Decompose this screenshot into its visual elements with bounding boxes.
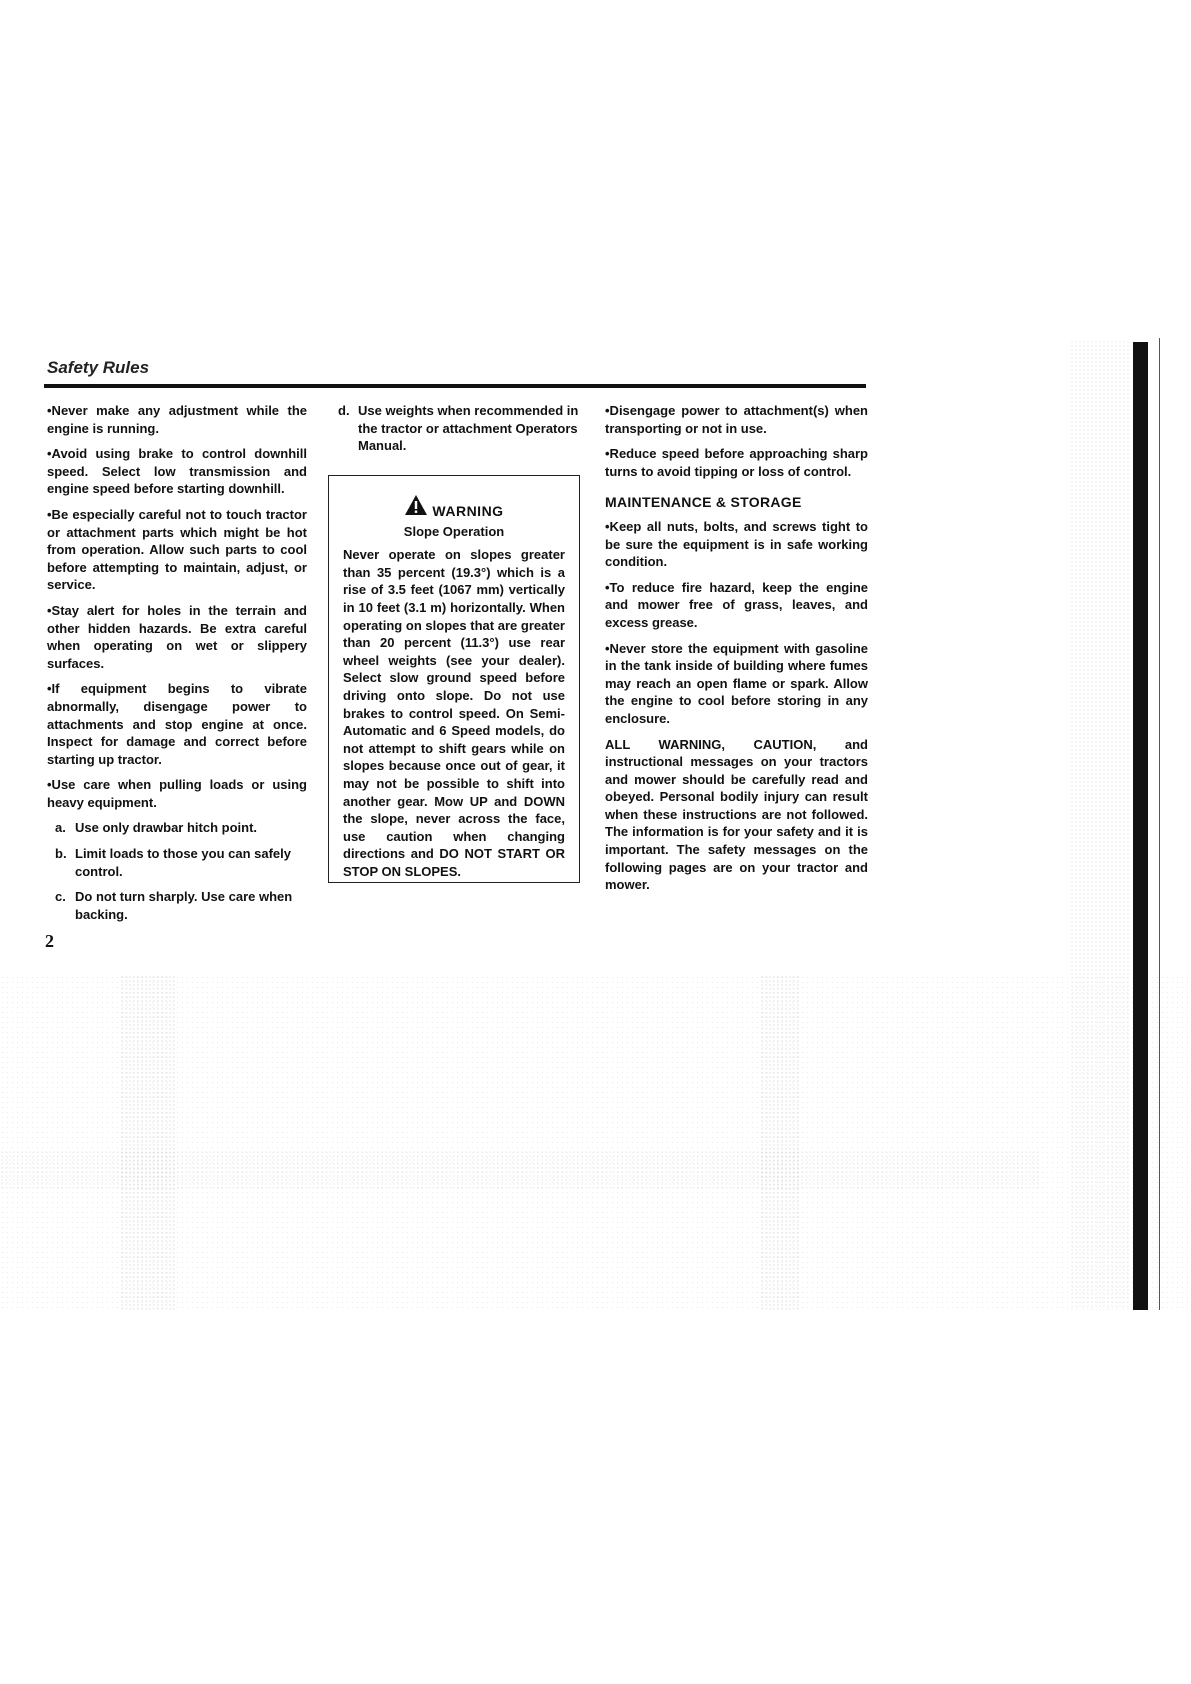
sub-rule: [55, 888, 307, 923]
sub-rule-marker: a.: [55, 820, 66, 836]
warning-header: [343, 494, 565, 521]
warning-body: Never operate on slopes greater than 35 percent (19.3°) which is a rise of 3.5 feet (1067 mm) vertically in 10 feet (3.1 m) horizontally. When operating on slopes that are greater than 20 percent (11.3°) use rear wheel weights (see your dealer). Select slow ground speed before driving onto slope. Do not use brakes to control speed. On Semi-Automatic and 6 Speed models, do not attempt to shift gears while on slopes because once out of gear, it may not be possible to shift into another gear. Mow UP and DOWN the slope, never across the face, use caution when changing directions and DO NOT START OR STOP ON SLOPES.: [343, 547, 565, 879]
binding-edge-line: [1159, 338, 1160, 1310]
sub-rule-marker: d.: [338, 403, 350, 418]
sub-rule-text: Use weights when recommended in the tractor or attachment Operators Manual.: [358, 403, 579, 454]
sub-rule: [55, 845, 307, 880]
safety-rule: •Stay alert for holes in the terrain and other hidden hazards. Be extra careful when operating on wet or slippery surfaces.: [47, 602, 307, 671]
safety-rule: •To reduce fire hazard, keep the engine and mower free of grass, leaves, and excess grease.: [605, 579, 868, 630]
text-column-left: [47, 402, 307, 931]
scan-noise-margin: [1070, 340, 1130, 1310]
text-column-middle: [338, 402, 590, 463]
safety-rule: •Avoid using brake to control downhill speed. Select low transmission and engine speed before starting downhill.: [47, 446, 307, 497]
warning-triangle-icon: [404, 494, 428, 521]
safety-rule: •If equipment begins to vibrate abnormally, disengage power to attachments and stop engine at once. Inspect for damage and correct before starting up tractor.: [47, 681, 307, 767]
scan-noise-column: [760, 975, 800, 1310]
binding-edge-bar: [1133, 342, 1148, 1310]
sub-rule-marker: b.: [55, 846, 67, 862]
safety-rule: •Never store the equipment with gasoline in the tank inside of building where fumes may reach an open flame or spark. Allow the engine to cool before storing in any enclosure.: [605, 640, 868, 726]
sub-rule-marker: c.: [55, 889, 66, 905]
warning-box: [328, 475, 580, 883]
safety-rule: •Reduce speed before approaching sharp turns to avoid tipping or loss of control.: [605, 446, 868, 479]
scan-noise-row: [0, 1150, 1040, 1190]
page-title: Safety Rules: [47, 358, 150, 377]
sub-rule-text: Limit loads to those you can safely control.: [75, 846, 291, 879]
safety-rule: •Use care when pulling loads or using heavy equipment.: [47, 777, 307, 810]
warning-subtitle: Slope Operation: [403, 523, 505, 539]
header-rule: [44, 384, 866, 388]
safety-rule: •Keep all nuts, bolts, and screws tight to be sure the equipment is in safe working condition.: [605, 518, 868, 570]
safety-notice: ALL WARNING, CAUTION, and instructional messages on your tractors and mower should be carefully read and obeyed. Personal bodily injury can result when these instructions are not followed. The information is for your safety and it is important. The safety messages on the following pages are on your tractor and mower.: [605, 736, 868, 893]
safety-rule: •Disengage power to attachment(s) when transporting or not in use.: [605, 403, 868, 436]
safety-rule: •Never make any adjustment while the engine is running.: [47, 403, 307, 436]
sub-rule-text: Do not turn sharply. Use care when backing.: [75, 889, 293, 922]
scan-noise-band: [0, 975, 1191, 1310]
sub-rule: [338, 402, 590, 455]
text-column-right: [605, 402, 868, 902]
warning-title: WARNING: [432, 503, 504, 519]
scan-noise-column: [120, 975, 175, 1310]
sub-rule-text: Use only drawbar hitch point.: [75, 820, 258, 836]
section-heading: MAINTENANCE & STORAGE: [605, 494, 802, 511]
page-number: 2: [45, 931, 54, 951]
safety-rule: •Be especially careful not to touch tractor or attachment parts which might be hot from operation. Allow such parts to cool before attempting to maintain, adjust, or service.: [47, 506, 307, 593]
sub-rule: [55, 819, 307, 837]
